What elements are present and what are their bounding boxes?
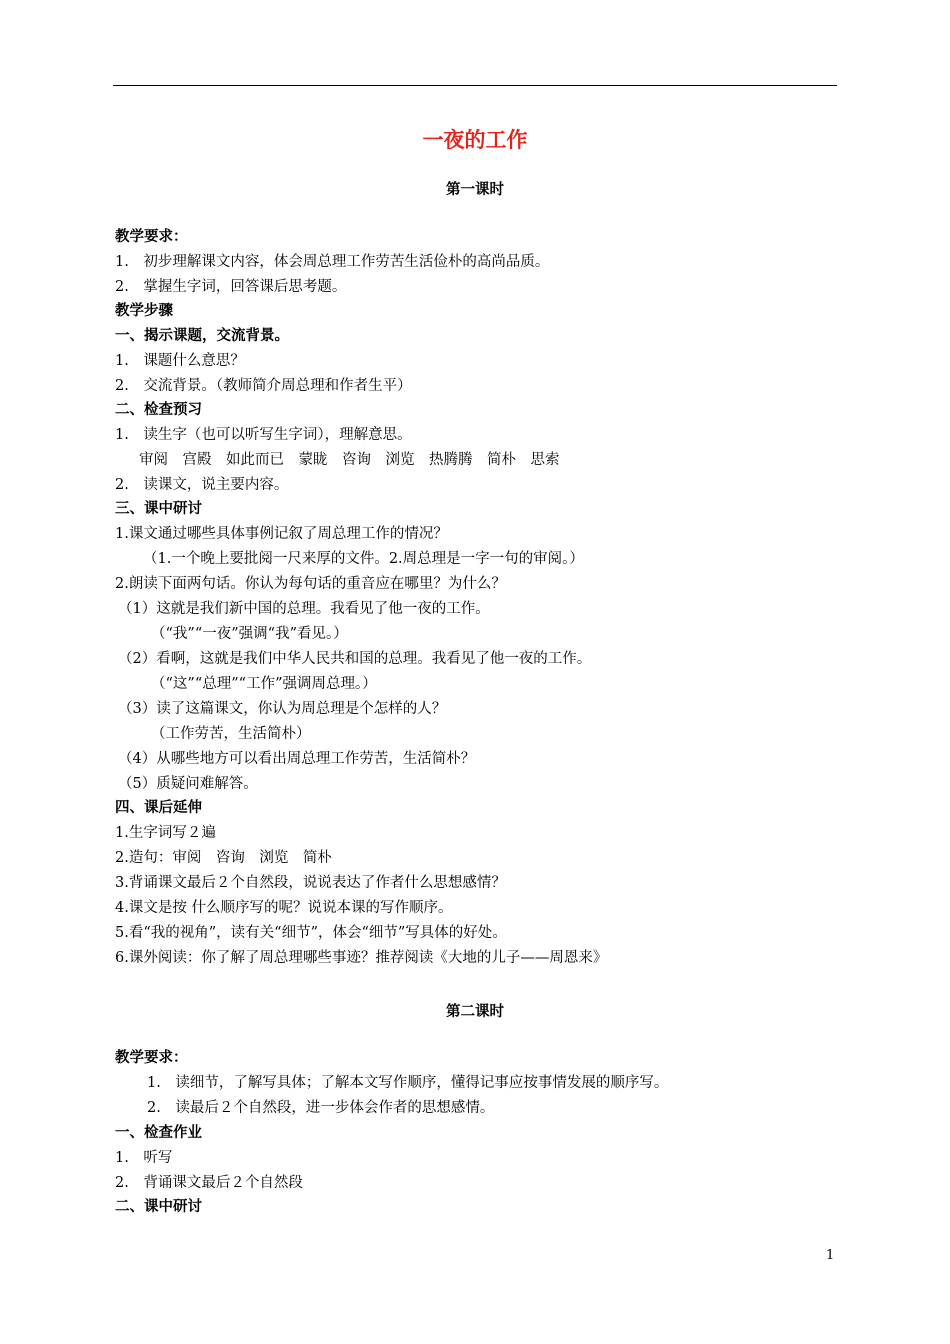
text-line: 2.造句：审阅 咨询 浏览 简朴	[115, 850, 332, 866]
section-heading: 一、揭示课题，交流背景。	[115, 327, 289, 344]
answer-line: （“我”“一夜”强调“我”看见。）	[151, 626, 348, 642]
section-heading: 四、课后延伸	[115, 799, 202, 816]
text-line: 1. 初步理解课文内容，体会周总理工作劳苦生活俭朴的高尚品质。	[115, 254, 550, 270]
section-heading: 三、课中研讨	[115, 500, 202, 517]
answer-line: （“这”“总理”“工作”强调周总理。）	[151, 676, 377, 692]
text-line: 2. 掌握生字词，回答课后思考题。	[115, 279, 347, 295]
text-line: （1）这就是我们新中国的总理。我看见了他一夜的工作。	[118, 601, 490, 617]
lesson1-heading: 第一课时	[446, 181, 504, 198]
vocabulary-list: 审阅 宫殿 如此而已 蒙眬 咨询 浏览 热腾腾 简朴 思索	[139, 452, 560, 468]
text-line: 2. 读课文，说主要内容。	[115, 477, 289, 493]
page-number: 1	[826, 1248, 835, 1263]
section-heading: 二、课中研讨	[115, 1198, 202, 1215]
teaching-requirements-heading: 教学要求：	[115, 228, 188, 245]
text-line: 2. 交流背景。（教师简介周总理和作者生平）	[115, 378, 412, 394]
answer-line: （1.一个晚上要批阅一尺来厚的文件。2.周总理是一字一句的审阅。）	[143, 551, 584, 567]
text-line: 1. 课题什么意思？	[115, 353, 245, 369]
text-line: 5.看“我的视角”，读有关“细节”，体会“细节”写具体的好处。	[115, 925, 507, 941]
text-line: （4）从哪些地方可以看出周总理工作劳苦，生活简朴？	[118, 751, 476, 767]
section-heading: 一、检查作业	[115, 1124, 202, 1141]
text-line: （2）看啊，这就是我们中华人民共和国的总理。我看见了他一夜的工作。	[118, 651, 592, 667]
text-line: 2.朗读下面两句话。你认为每句话的重音应在哪里？为什么？	[115, 576, 506, 592]
section-heading: 二、检查预习	[115, 401, 202, 418]
text-line: 1. 听写	[115, 1150, 173, 1166]
text-line: 3.背诵课文最后２个自然段，说说表达了作者什么思想感情？	[115, 875, 506, 891]
text-line: 1. 读细节，了解写具体；了解本文写作顺序，懂得记事应按事情发展的顺序写。	[147, 1075, 669, 1091]
text-line: 6.课外阅读：你了解了周总理哪些事迹？推荐阅读《大地的儿子——周恩来》	[115, 950, 608, 966]
teaching-steps-heading: 教学步骤	[115, 302, 173, 319]
lesson2-heading: 第二课时	[446, 1003, 504, 1020]
answer-line: （工作劳苦，生活简朴）	[151, 726, 311, 742]
header-rule	[113, 85, 837, 86]
document-title: 一夜的工作	[422, 127, 528, 152]
text-line: 1. 读生字（也可以听写生字词），理解意思。	[115, 427, 412, 443]
text-line: （3）读了这篇课文，你认为周总理是个怎样的人？	[118, 701, 447, 717]
text-line: （5）质疑问难解答。	[118, 776, 258, 792]
teaching-requirements-heading: 教学要求：	[115, 1049, 188, 1066]
text-line: 4.课文是按 什么顺序写的呢？说说本课的写作顺序。	[115, 900, 453, 916]
text-line: 1.课文通过哪些具体事例记叙了周总理工作的情况？	[115, 526, 448, 542]
text-line: 2. 读最后２个自然段，进一步体会作者的思想感情。	[147, 1100, 495, 1116]
text-line: 1.生字词写２遍	[115, 825, 216, 841]
text-line: 2. 背诵课文最后２个自然段	[115, 1175, 303, 1191]
